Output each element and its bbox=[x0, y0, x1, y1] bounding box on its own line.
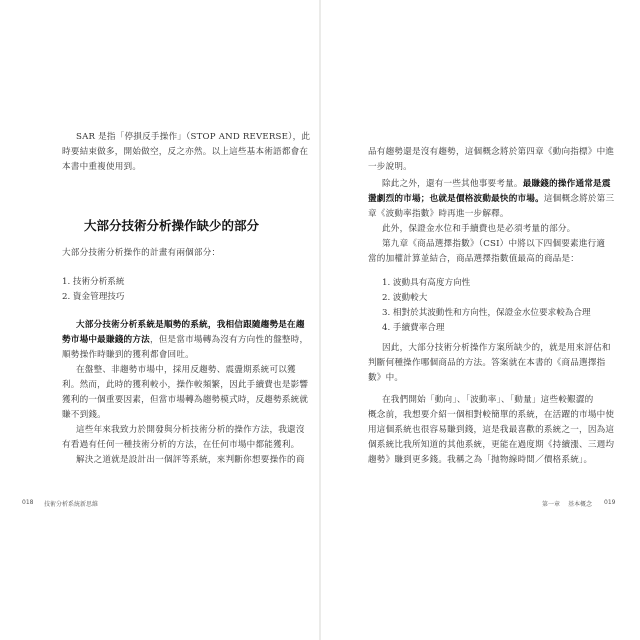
paragraph-1: 大部分技術分析操作的計畫有兩個部分： bbox=[62, 248, 221, 258]
chapter-label: 第一章 bbox=[542, 501, 561, 508]
right-numbered-list bbox=[382, 276, 591, 336]
running-title-right: 基本概念 bbox=[568, 501, 593, 508]
right-paragraph-2-normal-2: 這個概念將於第三 bbox=[543, 194, 615, 204]
paragraph-2-bold-line-1: 大部分技術分析系統是順勢的系統，我相信跟隨趨勢是在趨 bbox=[76, 320, 305, 330]
list-item: 4. 手續費率合理 bbox=[382, 323, 445, 333]
intro-line-1: SAR 是指「停損反手操作」（STOP AND REVERSE），此 bbox=[76, 132, 311, 142]
paragraph-2-rest: ，但是當市場轉為沒有方向性的盤整時， bbox=[149, 335, 309, 345]
page-number-right: 019 bbox=[604, 499, 616, 506]
paragraph-3-line-2: 利。然而，此時的獲利較小，操作較頻繁，因此手續費也是影響 bbox=[62, 380, 309, 390]
list-item: 2. 資金管理技巧 bbox=[62, 292, 125, 302]
right-paragraph-2-line-1 bbox=[382, 177, 611, 192]
intro-line-3: 本書中重複使用到。 bbox=[62, 162, 142, 172]
right-paragraph-6-line-4: 個系統比我所知道的其他系統，更能在過度期《持續漲、三週均 bbox=[368, 440, 615, 450]
right-paragraph-5-line-2: 判斷何種操作哪個商品的方法。答案就在本書的《商品選擇指 bbox=[368, 358, 606, 368]
section-heading: 大部分技術分析操作缺少的部分 bbox=[84, 218, 260, 233]
list-item: 2. 波動較大 bbox=[382, 293, 428, 303]
right-paragraph-1-line-2: 一步說明。 bbox=[368, 162, 412, 172]
right-paragraph-6-line-1: 在我們開始「動向」、「波動率」、「動量」這些較艱澀的 bbox=[382, 395, 594, 405]
right-paragraph-3: 此外，保證金水位和手續費也是必須考量的部分。 bbox=[382, 224, 576, 234]
right-paragraph-4-line-1: 第九章《商品選擇指數》（CSI）中將以下四個要素進行適 bbox=[382, 239, 606, 249]
paragraph-4-line-1: 這些年來我致力於開發與分析技術分析的操作方法，我還沒 bbox=[76, 425, 305, 435]
list-item: 1. 波動具有高度方向性 bbox=[382, 278, 471, 288]
right-page bbox=[320, 0, 640, 640]
running-title-left: 技術分析系統新思維 bbox=[44, 501, 99, 508]
paragraph-3-line-4: 賺不到錢。 bbox=[62, 410, 106, 420]
paragraph-2-line-3: 順勢操作時賺到的獲利都會回吐。 bbox=[62, 350, 194, 360]
list-item: 3. 相對於其波動性和方向性，保證金水位要求較為合理 bbox=[382, 308, 591, 318]
list-item: 1. 技術分析系統 bbox=[62, 277, 125, 287]
paragraph-2-bold-phrase: 勢市場中最賺錢的方法 bbox=[62, 335, 150, 345]
paragraph-4-line-2: 有看過有任何一種技術分析的方法，在任何市場中都能獲利。 bbox=[62, 440, 300, 450]
paragraph-3-line-1: 在盤整、非趨勢市場中，採用反趨勢、震盪期系統可以獲 bbox=[76, 365, 296, 375]
right-paragraph-1-line-1: 品有趨勢還是沒有趨勢，這個概念將於第四章《動向指標》中進 bbox=[368, 147, 615, 157]
paragraph-2-line-2 bbox=[62, 333, 308, 348]
right-paragraph-2-line-3: 章《波動率指數》時再進一步解釋。 bbox=[368, 209, 509, 219]
right-paragraph-6-line-5: 趨勢》賺到更多錢。我稱之為「抛物線時間／價格系統」。 bbox=[368, 455, 593, 465]
right-paragraph-2-normal: 除此之外，還有一些其他事要考量。 bbox=[382, 179, 523, 189]
right-paragraph-2-bold-2: 盪劇烈的市場；也就是價格波動最快的市場。 bbox=[368, 194, 544, 204]
intro-line-2: 時要結束做多，開始做空，反之亦然。以上這些基本術語都會在 bbox=[62, 147, 309, 157]
paragraph-3-line-3: 獲利的一個重要因素，但當市場轉為趨勢模式時，反趨勢系統就 bbox=[62, 395, 309, 405]
right-paragraph-6-line-3: 用這個系統也很容易賺到錢，這是我最喜歡的系統之一，因為這 bbox=[368, 425, 615, 435]
right-paragraph-2-bold: 最賺錢的操作通常是震 bbox=[522, 179, 611, 189]
right-paragraph-5-line-3: 數》中。 bbox=[368, 373, 404, 383]
right-paragraph-4-line-2: 當的加權計算並結合，商品選擇指數值最高的商品是： bbox=[368, 254, 580, 264]
paragraph-5-line-1: 解決之道就是設計出一個評等系統，來判斷你想要操作的商 bbox=[76, 455, 305, 465]
left-numbered-list bbox=[62, 275, 125, 305]
right-paragraph-5-line-1: 因此，大部分技術分析操作方案所缺少的，就是用來評估和 bbox=[382, 343, 611, 353]
page-number-left: 018 bbox=[22, 499, 34, 506]
right-paragraph-2-line-2 bbox=[368, 192, 614, 207]
right-paragraph-6-line-2: 概念前，我想要介紹一個相對較簡單的系統，在活躍的市場中使 bbox=[368, 410, 615, 420]
